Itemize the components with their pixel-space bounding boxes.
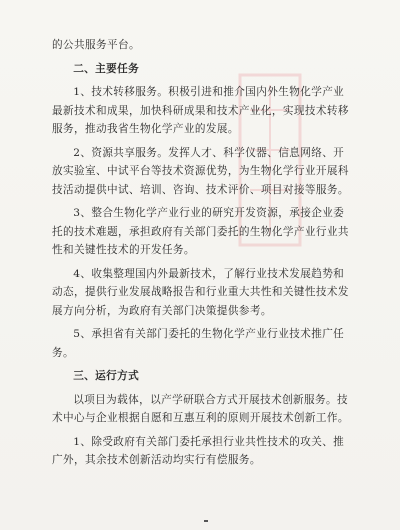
paragraph-operation-intro: 以项目为载体，以产学研联合方式开展技术创新服务。技术中心与企业根据自愿和互惠互利的原则开展技术创新工作。 (52, 393, 349, 424)
page-number-mark (204, 520, 208, 522)
paragraph-task-2: 2、资源共享服务。发挥人才、科学仪器、信息网络、开放实验室、中试平台等技术资源优势，为生物化学行业开展科技活动提供中试、培训、咨询、技术评价、项目对接等服务。 (52, 146, 349, 196)
paragraph-operation-1: 1、除受政府有关部门委托承担行业共性技术的攻关、推广外，其余技术创新活动均实行有偿服务。 (52, 435, 345, 466)
section-heading-operation: 三、运行方式 (73, 370, 140, 382)
document-body (52, 36, 352, 475)
paragraph-task-3: 3、整合生物化学产业行业的研究开发资源，承接企业委托的技术难题，承担政府有关部门委托的生物化学产业行业共性和关键性技术的开发任务。 (52, 207, 349, 256)
paragraph-task-5: 5、承担省有关部门委托的生物化学产业行业技术推广任务。 (52, 328, 345, 359)
paragraph-task-1: 1、技术转移服务。积极引进和推介国内外生物化学产业最新技术和成果，加快科研成果和技术产业化，实现技术转移服务，推动我省生物化学产业的发展。 (52, 86, 349, 135)
paragraph-intro-tail: 的公共服务平台。 (52, 39, 140, 51)
paragraph-task-4: 4、收集整理国内外最新技术，了解行业技术发展趋势和动态，提供行业发展战略报告和行业重大共性和关键性技术发展方向分析，为政府有关部门决策提供参考。 (52, 267, 349, 317)
section-heading-main-tasks: 二、主要任务 (73, 62, 140, 75)
